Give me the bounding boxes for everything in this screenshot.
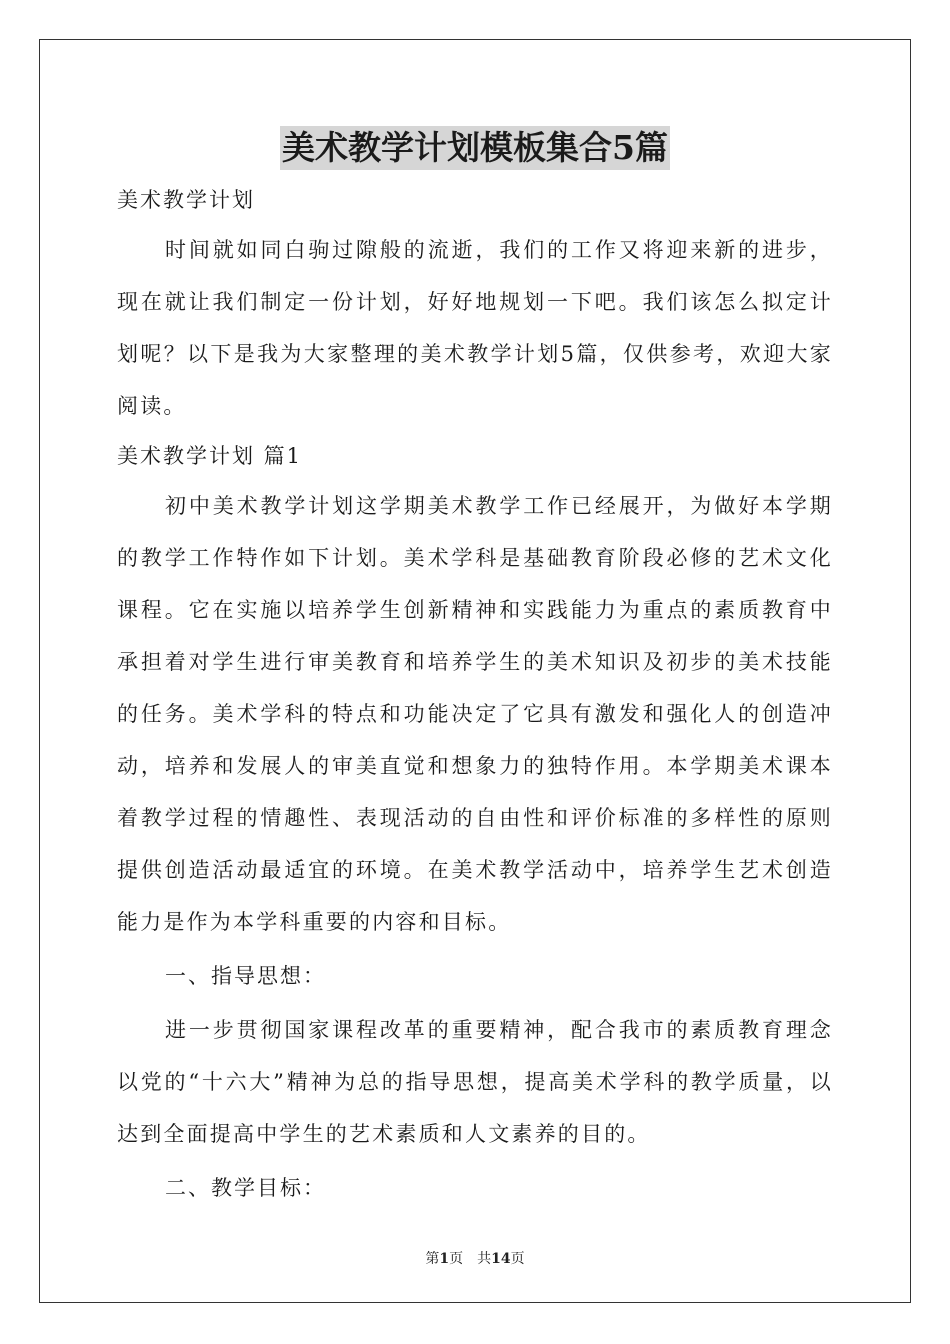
document-title: 美术教学计划模板集合5篇 (280, 126, 670, 170)
footer-page-number: 1 (439, 1251, 450, 1267)
document-body (117, 180, 833, 1214)
intro-paragraph: 时间就如同白驹过隙般的流逝，我们的工作又将迎来新的进步，现在就让我们制定一份计划，好好地规划一下吧。我们该怎么拟定计划呢？以下是我为大家整理的美术教学计划5篇，仅供参考，欢迎大家阅读。 (117, 238, 833, 418)
subtitle: 美术教学计划 (117, 188, 255, 212)
footer-total-pages: 14 (491, 1251, 511, 1267)
heading-teaching-goals: 二、教学目标： (165, 1176, 326, 1200)
body-paragraph-2: 进一步贯彻国家课程改革的重要精神，配合我市的素质教育理念以党的“十六大”精神为总的指导思想，提高美术学科的教学质量，以达到全面提高中学生的艺术素质和人文素养的目的。 (117, 1018, 833, 1146)
footer-prefix: 第 (425, 1251, 440, 1267)
title-container (0, 126, 950, 170)
footer-middle: 页 共 (449, 1251, 492, 1267)
heading-guiding-ideology: 一、指导思想： (165, 964, 326, 988)
footer-suffix: 页 (510, 1251, 525, 1267)
page-footer (0, 1248, 950, 1268)
section-label: 美术教学计划 篇1 (117, 444, 303, 468)
body-paragraph-1: 初中美术教学计划这学期美术教学工作已经展开，为做好本学期的教学工作特作如下计划。美术学科是基础教育阶段必修的艺术文化课程。它在实施以培养学生创新精神和实践能力为重点的素质教育中承担着对学生进行审美教育和培养学生的美术知识及初步的美术技能的任务。美术学科的特点和功能决定了它具有激发和强化人的创造冲动，培养和发展人的审美直觉和想象力的独特作用。本学期美术课本着教学过程的情趣性、表现活动的自由性和评价标准的多样性的原则提供创造活动最适宜的环境。在美术教学活动中，培养学生艺术创造能力是作为本学科重要的内容和目标。 (117, 494, 833, 934)
